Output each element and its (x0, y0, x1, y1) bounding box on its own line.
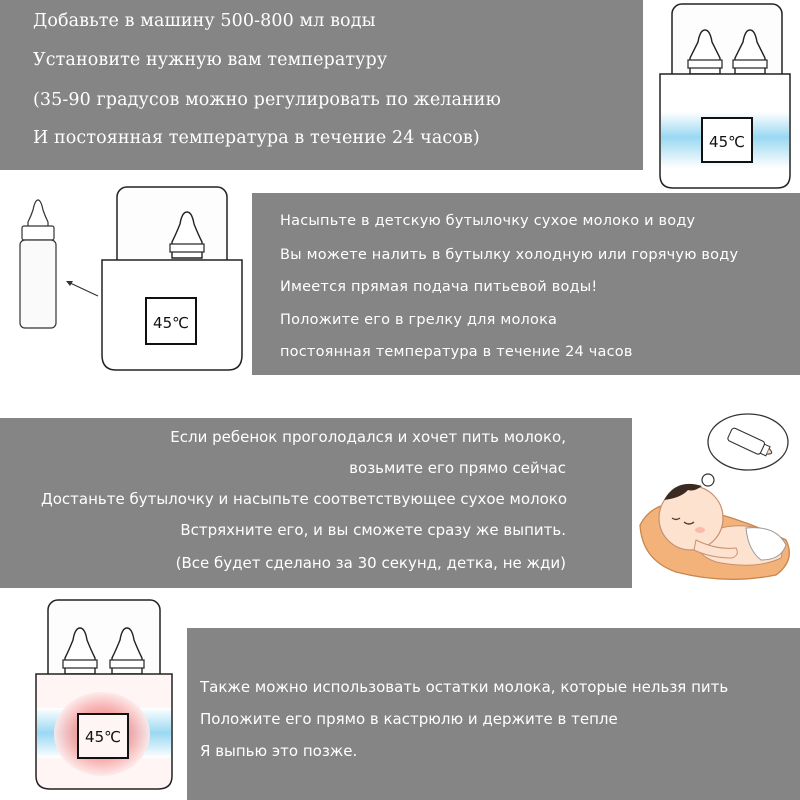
instruction-line: Добавьте в машину 500-800 мл воды (33, 11, 376, 31)
instruction-line: Достаньте бутылочку и насыпьте соответствующее сухое молоко (41, 490, 567, 508)
instruction-line: Я выпью это позже. (200, 742, 358, 760)
instruction-line: Установите нужную вам температуру (33, 50, 388, 70)
baby-bottle-illustration (8, 196, 68, 336)
instruction-line: Также можно использовать остатки молока, которые нельзя пить (200, 678, 729, 696)
instruction-line: постоянная температура в течение 24 часов (280, 344, 633, 360)
temperature-readout: 45℃ (709, 133, 745, 151)
instruction-line: Положите его прямо в кастрюлю и держите в тепле (200, 710, 618, 728)
instruction-line: Вы можете налить в бутылку холодную или горячую воду (280, 247, 739, 263)
instruction-panel-bottom (187, 628, 800, 800)
instruction-line: Если ребенок проголодался и хочет пить молоко, (170, 428, 566, 446)
instruction-line: Насыпьте в детскую бутылочку сухое молоко и воду (280, 213, 696, 229)
instruction-line: Положите его в грелку для молока (280, 312, 558, 328)
temperature-readout: 45℃ (153, 314, 189, 332)
instruction-panel-second (252, 193, 800, 375)
instruction-panel-top (0, 0, 643, 170)
instruction-line: Имеется прямая подача питьевой воды! (280, 279, 598, 295)
bottle-warmer-heating-illustration (30, 596, 185, 796)
instruction-line: возьмите его прямо сейчас (349, 459, 566, 477)
instruction-panel-third (0, 418, 632, 588)
instruction-line: (35-90 градусов можно регулировать по желанию (33, 90, 501, 110)
instruction-line: Встряхните его, и вы сможете сразу же выпить. (180, 521, 566, 539)
instruction-line: (Все будет сделано за 30 секунд, детка, не жди) (175, 554, 566, 572)
sleeping-baby-illustration (636, 400, 800, 590)
bottle-warmer-illustration (92, 180, 252, 380)
instruction-line: И постоянная температура в течение 24 часов) (33, 128, 480, 148)
bottle-warmer-blue-illustration (650, 0, 800, 195)
temperature-readout: 45℃ (85, 728, 121, 746)
